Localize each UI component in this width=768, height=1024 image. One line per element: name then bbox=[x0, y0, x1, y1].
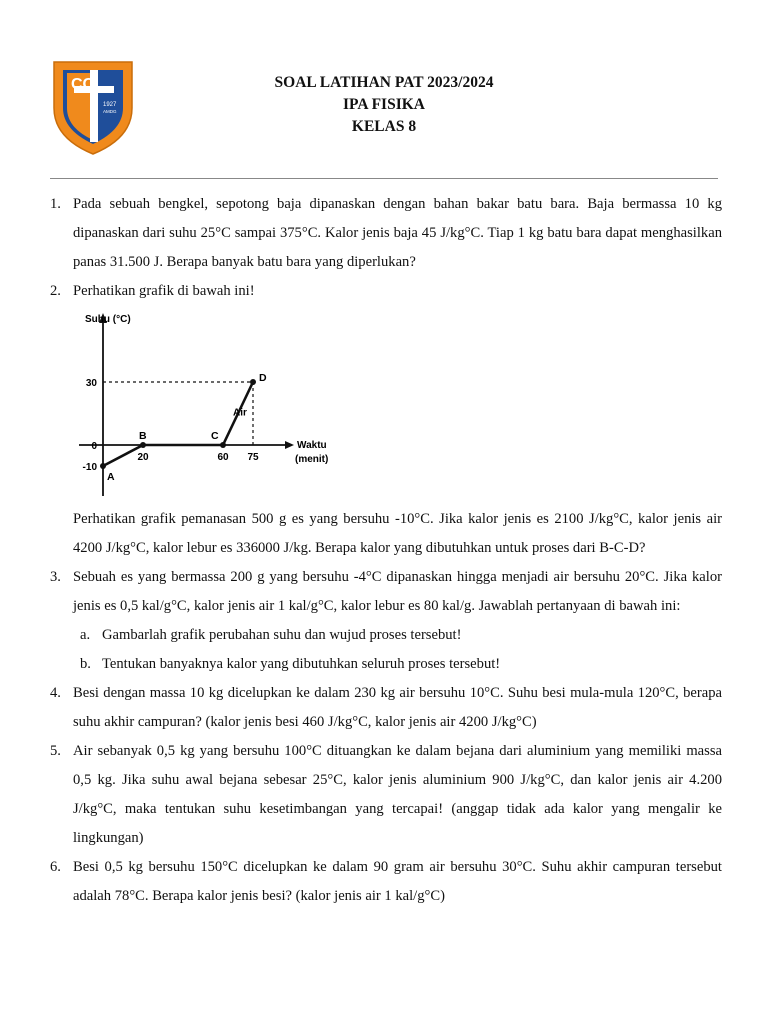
logo-sub: AMDG bbox=[103, 109, 117, 114]
point-label-d: D bbox=[259, 372, 267, 384]
question-3a bbox=[50, 621, 722, 650]
question-text: Air sebanyak 0,5 kg yang bersuhu 100°C dituangkan ke dalam bejana dari aluminium yang memiliki massa 0,5 kg. Jika suhu awal bejana sebesar 25°C, kalor jenis aluminium 900 J/kg°C, dan kalor jenis air 4.200 J/kg°C, maka tentukan suhu kesetimbangan yang tercapai! (anggap tidak ada kalor yang mengalir ke lingkungan) bbox=[73, 743, 722, 846]
data-point-c bbox=[220, 442, 226, 448]
header-divider bbox=[50, 178, 718, 179]
question-6 bbox=[50, 853, 722, 911]
x-axis-label: Waktu bbox=[297, 440, 327, 451]
question-2-body: Perhatikan grafik pemanasan 500 g es yang bersuhu -10°C. Jika kalor jenis es 2100 J/kg°C, kalor jenis air 4200 J/kg°C, kalor lebur es 336000 J/kg. Berapa kalor yang dibutuhkan untuk proses dari B-C-D? bbox=[73, 511, 722, 556]
document-title: SOAL LATIHAN PAT 2023/2024 bbox=[274, 74, 494, 91]
question-text: Besi 0,5 kg bersuhu 150°C dicelupkan ke dalam 90 gram air bersuhu 30°C. Suhu akhir campuran tersebut adalah 78°C. Berapa kalor jenis besi? (kalor jenis air 1 kal/g°C) bbox=[73, 859, 722, 904]
document-subject: IPA FISIKA bbox=[343, 96, 425, 113]
sub-letter: b. bbox=[80, 656, 91, 672]
question-number: 2. bbox=[50, 283, 61, 299]
question-number: 3. bbox=[50, 569, 61, 585]
sub-letter: a. bbox=[80, 627, 91, 643]
question-number: 1. bbox=[50, 196, 61, 212]
question-text: Perhatikan grafik di bawah ini! bbox=[73, 283, 255, 299]
y-axis-label: Suhu (°C) bbox=[85, 314, 131, 325]
x-tick-label: 20 bbox=[137, 452, 149, 463]
heating-graph-svg bbox=[73, 310, 338, 502]
question-list bbox=[50, 190, 722, 911]
data-point-a bbox=[100, 463, 106, 469]
x-tick-label: 60 bbox=[217, 452, 229, 463]
annotation-label: Air bbox=[233, 407, 247, 419]
y-tick-label: 0 bbox=[91, 441, 97, 452]
question-4 bbox=[50, 679, 722, 737]
y-tick-label: -10 bbox=[82, 462, 97, 473]
question-number: 5. bbox=[50, 743, 61, 759]
question-text: Sebuah es yang bermassa 200 g yang bersuhu -4°C dipanaskan hingga menjadi air bersuhu 20°C. Jika kalor jenis es 0,5 kal/g°C, kalor jenis air 1 kal/g°C, kalor lebur es 80 kal/g. Jawablah pertanyaan di bawah ini: bbox=[73, 569, 722, 614]
document-header bbox=[0, 72, 768, 138]
data-point-d bbox=[250, 379, 256, 385]
document-grade: KELAS 8 bbox=[351, 118, 417, 135]
svg-text:CC: CC bbox=[71, 76, 95, 93]
question-text: Pada sebuah bengkel, sepotong baja dipanaskan dengan bahan bakar batu bara. Baja bermassa 10 kg dipanaskan dari suhu 25°C sampai 375°C. Kalor jenis baja 45 J/kg°C. Tiap 1 kg batu bara dapat menghasilkan panas 31.500 J. Berapa banyak batu bara yang diperlukan? bbox=[73, 196, 722, 270]
x-axis-unit: (menit) bbox=[295, 454, 329, 465]
question-number: 4. bbox=[50, 685, 61, 701]
series-line bbox=[103, 382, 253, 466]
data-point-b bbox=[140, 442, 146, 448]
sub-text: Gambarlah grafik perubahan suhu dan wujud proses tersebut! bbox=[102, 627, 462, 643]
question-text: Besi dengan massa 10 kg dicelupkan ke dalam 230 kg air bersuhu 10°C. Suhu besi mula-mula 120°C, berapa suhu akhir campuran? (kalor jenis besi 460 J/kg°C, kalor jenis air 4200 J/kg°C) bbox=[73, 685, 722, 730]
point-label-a: A bbox=[107, 471, 115, 483]
question-3 bbox=[50, 563, 722, 621]
point-label-b: B bbox=[139, 430, 147, 442]
point-label-c: C bbox=[211, 430, 219, 442]
heating-graph bbox=[73, 310, 338, 502]
question-1 bbox=[50, 190, 722, 277]
logo-year: 1927 bbox=[103, 102, 117, 108]
sub-text: Tentukan banyaknya kalor yang dibutuhkan seluruh proses tersebut! bbox=[102, 656, 501, 672]
x-tick-label: 75 bbox=[247, 452, 259, 463]
question-number: 6. bbox=[50, 859, 61, 875]
question-3b bbox=[50, 650, 722, 679]
question-5 bbox=[50, 737, 722, 853]
y-tick-label: 30 bbox=[85, 378, 97, 389]
question-2 bbox=[50, 277, 722, 306]
